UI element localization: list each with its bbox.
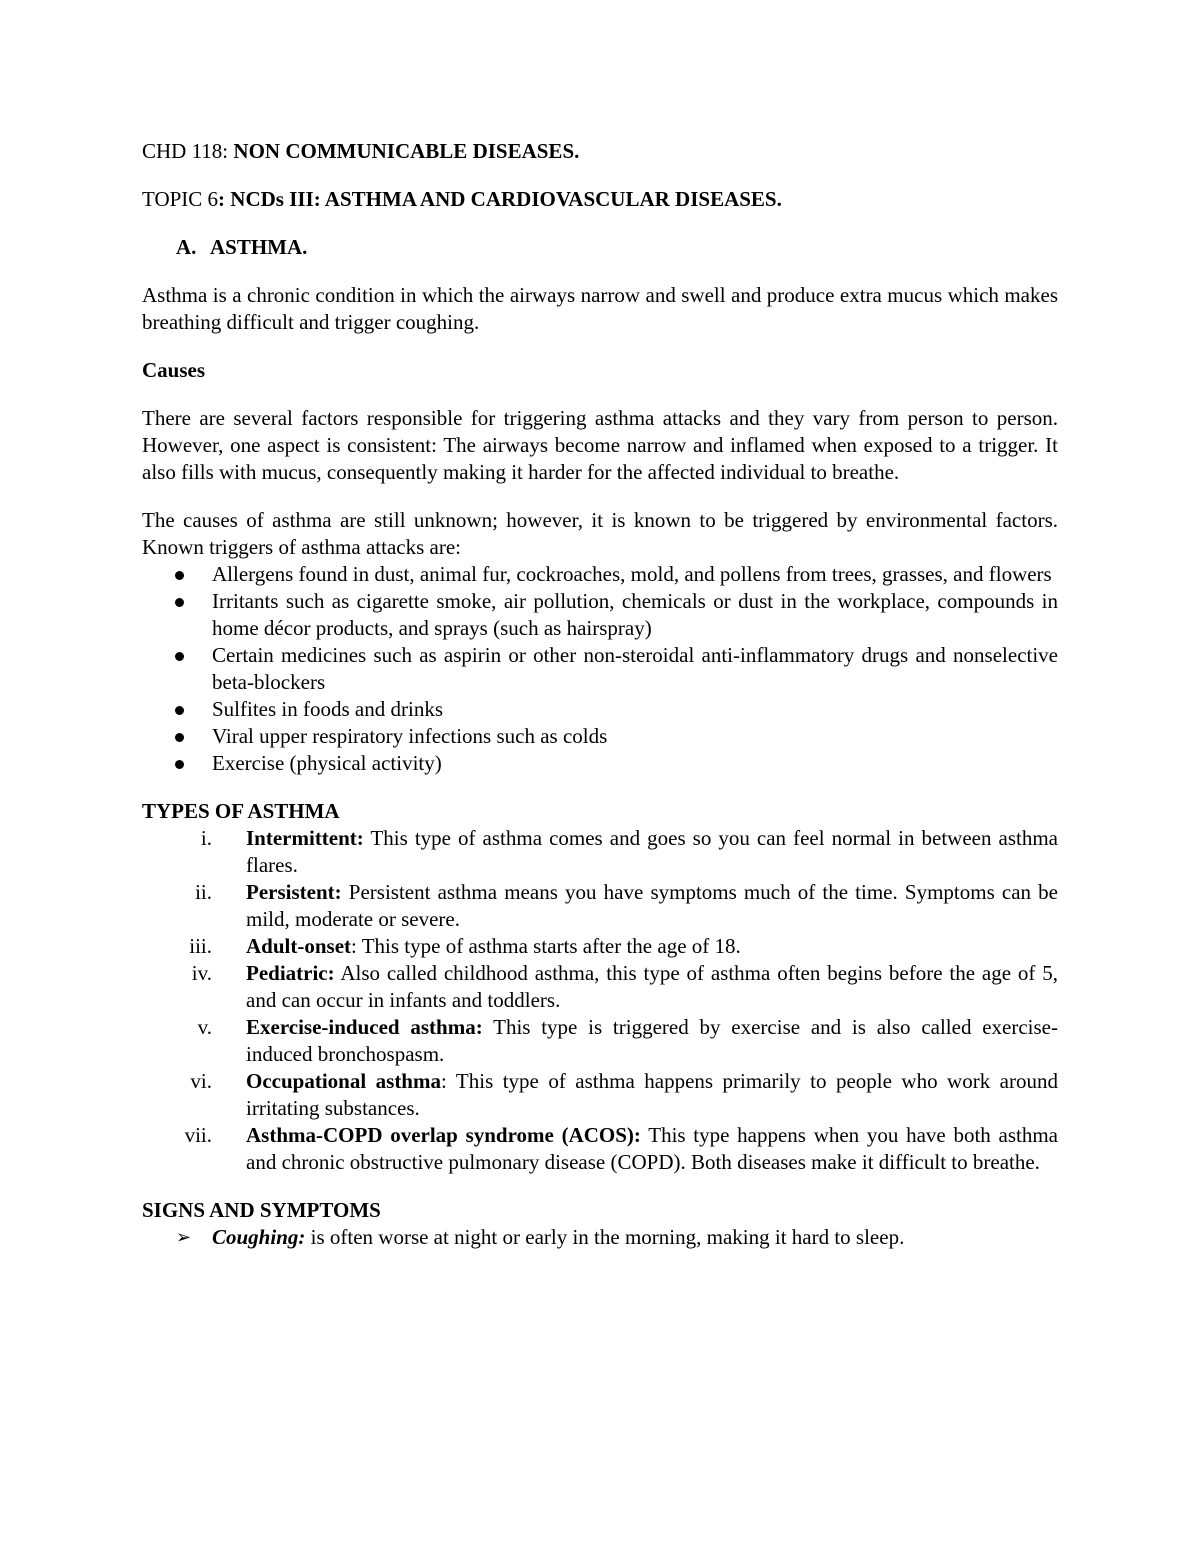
section-a-number: A. [176,235,197,259]
type-term: Occupational asthma [246,1069,441,1093]
list-item: Allergens found in dust, animal fur, cockroaches, mold, and pollens from trees, grasses, and flowers [142,561,1058,588]
list-number: i. [200,826,212,850]
section-a-title: ASTHMA. [210,235,308,259]
list-item: iii. Adult-onset: This type of asthma starts after the age of 18. [142,933,1058,960]
list-item: iv. Pediatric: Also called childhood asthma, this type of asthma often begins before the age of 5, and can occur in infants and toddlers. [142,960,1058,1014]
bullet-icon [175,598,184,607]
list-number: vii. [184,1123,212,1147]
type-term: Persistent: [246,880,342,904]
type-term: Asthma-COPD overlap syndrome (ACOS): [246,1123,641,1147]
list-item: Sulfites in foods and drinks [142,696,1058,723]
topic-line [142,186,1058,213]
causes-paragraph-1: There are several factors responsible for triggering asthma attacks and they vary from person to person. However, one aspect is consistent: The airways become narrow and inflamed when exposed to a trigger. It also fills with mucus, consequently making it harder for the affected individual to breathe. [142,406,1058,484]
list-item: vii. Asthma-COPD overlap syndrome (ACOS): This type happens when you have both asthma and chronic obstructive pulmonary disease (COPD). Both diseases make it difficult to breathe. [142,1122,1058,1176]
types-heading: TYPES OF ASTHMA [142,799,340,823]
list-number: iv. [191,961,212,985]
arrow-bullet-icon: ➢ [176,1227,192,1248]
list-item: Exercise (physical activity) [142,750,1058,777]
course-code: CHD 118: [142,139,229,163]
trigger-list [142,561,1058,777]
list-item: Viral upper respiratory infections such as colds [142,723,1058,750]
list-item: ➢ Coughing: is often worse at night or early in the morning, making it hard to sleep. [176,1225,905,1249]
topic-title: : NCDs III: ASTHMA AND CARDIOVASCULAR DISEASES. [218,187,782,211]
intro-paragraph: Asthma is a chronic condition in which the airways narrow and swell and produce extra mucus which makes breathing difficult and trigger coughing. [142,283,1058,334]
causes-paragraph-2: The causes of asthma are still unknown; however, it is known to be triggered by environmental factors. Known triggers of asthma attacks are: [142,508,1058,559]
causes-heading: Causes [142,358,206,382]
signs-heading: SIGNS AND SYMPTOMS [142,1198,381,1222]
course-name: NON COMMUNICABLE DISEASES. [233,139,580,163]
list-number: ii. [195,880,212,904]
list-number: vi. [190,1069,212,1093]
document-body [142,138,1058,1251]
bullet-icon [175,571,184,580]
topic-label: TOPIC 6 [142,187,219,211]
list-item: Certain medicines such as aspirin or other non-steroidal anti-inflammatory drugs and nonselective beta-blockers [142,642,1058,696]
type-term: Pediatric: [246,961,335,985]
bullet-icon [175,733,184,742]
sign-term: Coughing: [212,1225,306,1249]
list-number: v. [197,1015,212,1039]
list-item: ii. Persistent: Persistent asthma means you have symptoms much of the time. Symptoms can be mild, moderate or severe. [142,879,1058,933]
signs-list [142,1224,1058,1251]
types-list [142,825,1058,1176]
type-term: Exercise-induced asthma: [246,1015,483,1039]
list-item: Irritants such as cigarette smoke, air pollution, chemicals or dust in the workplace, compounds in home décor products, and sprays (such as hairspray) [142,588,1058,642]
bullet-icon [175,652,184,661]
list-item: v. Exercise-induced asthma: This type is triggered by exercise and is also called exercise-induced bronchospasm. [142,1014,1058,1068]
list-number: iii. [189,934,212,958]
course-line [142,138,1058,165]
type-term: Intermittent: [246,826,364,850]
type-term: Adult-onset [246,934,352,958]
bullet-icon [175,760,184,769]
list-item: vi. Occupational asthma: This type of asthma happens primarily to people who work around irritating substances. [142,1068,1058,1122]
section-a-heading [176,234,1058,261]
bullet-icon [175,706,184,715]
list-item: i. Intermittent: This type of asthma comes and goes so you can feel normal in between asthma flares. [142,825,1058,879]
